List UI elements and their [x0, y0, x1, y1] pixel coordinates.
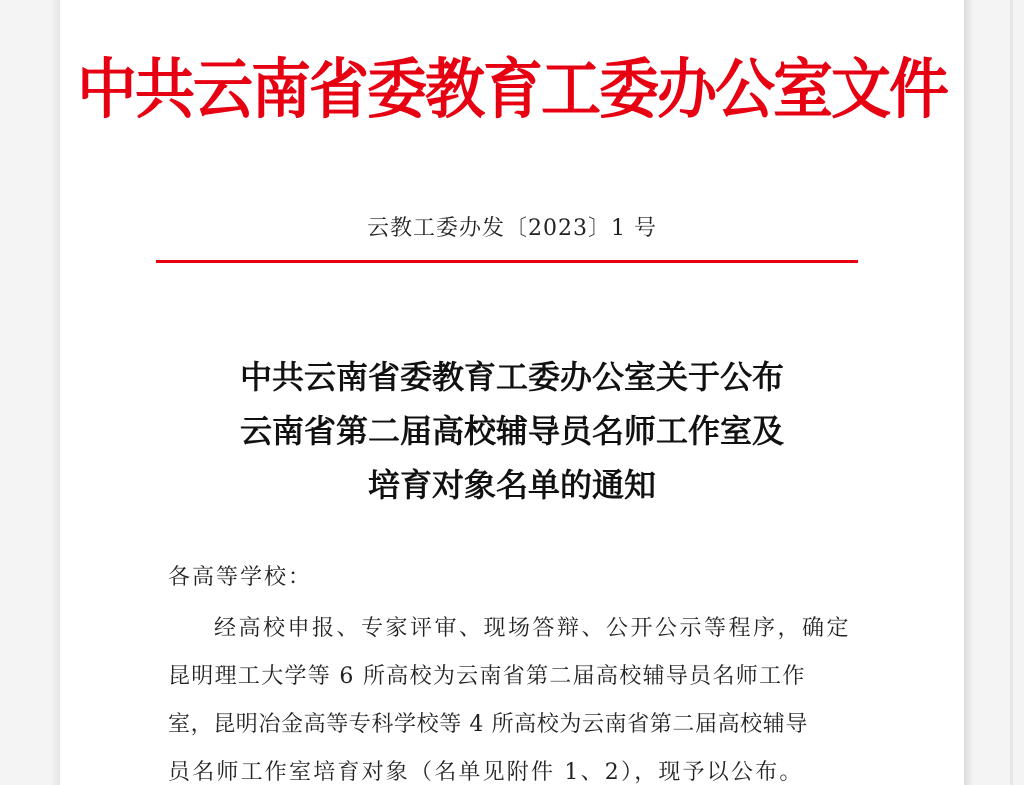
document-number: 云教工委办发〔2023〕1 号 [367, 216, 657, 241]
red-separator-line [156, 260, 858, 263]
page-shadow-right [964, 0, 974, 785]
document-title [60, 350, 964, 512]
title-line: 云南省第二届高校辅导员名师工作室及 [239, 412, 784, 450]
document-page [60, 0, 964, 785]
body-paragraph [168, 605, 858, 785]
vertical-scrollbar[interactable] [1010, 0, 1013, 785]
document-masthead: 中共云南省委教育工委办公室文件 [77, 52, 947, 128]
title-line: 培育对象名单的通知 [367, 466, 656, 504]
title-line: 中共云南省委教育工委办公室关于公布 [239, 358, 784, 396]
body-line: 室，昆明冶金高等专科学校等 4 所高校为云南省第二届高校辅导 [168, 712, 808, 737]
page-shadow-left [50, 0, 60, 785]
body-line: 昆明理工大学等 6 所高校为云南省第二届高校辅导员名师工作 [168, 664, 806, 689]
body-line: 经高校申报、专家评审、现场答辩、公开公示等程序，确定 [214, 616, 852, 641]
body-line: 员名师工作室培育对象（名单见附件 1、2），现予以公布。 [168, 760, 804, 785]
salutation: 各高等学校： [168, 565, 313, 590]
